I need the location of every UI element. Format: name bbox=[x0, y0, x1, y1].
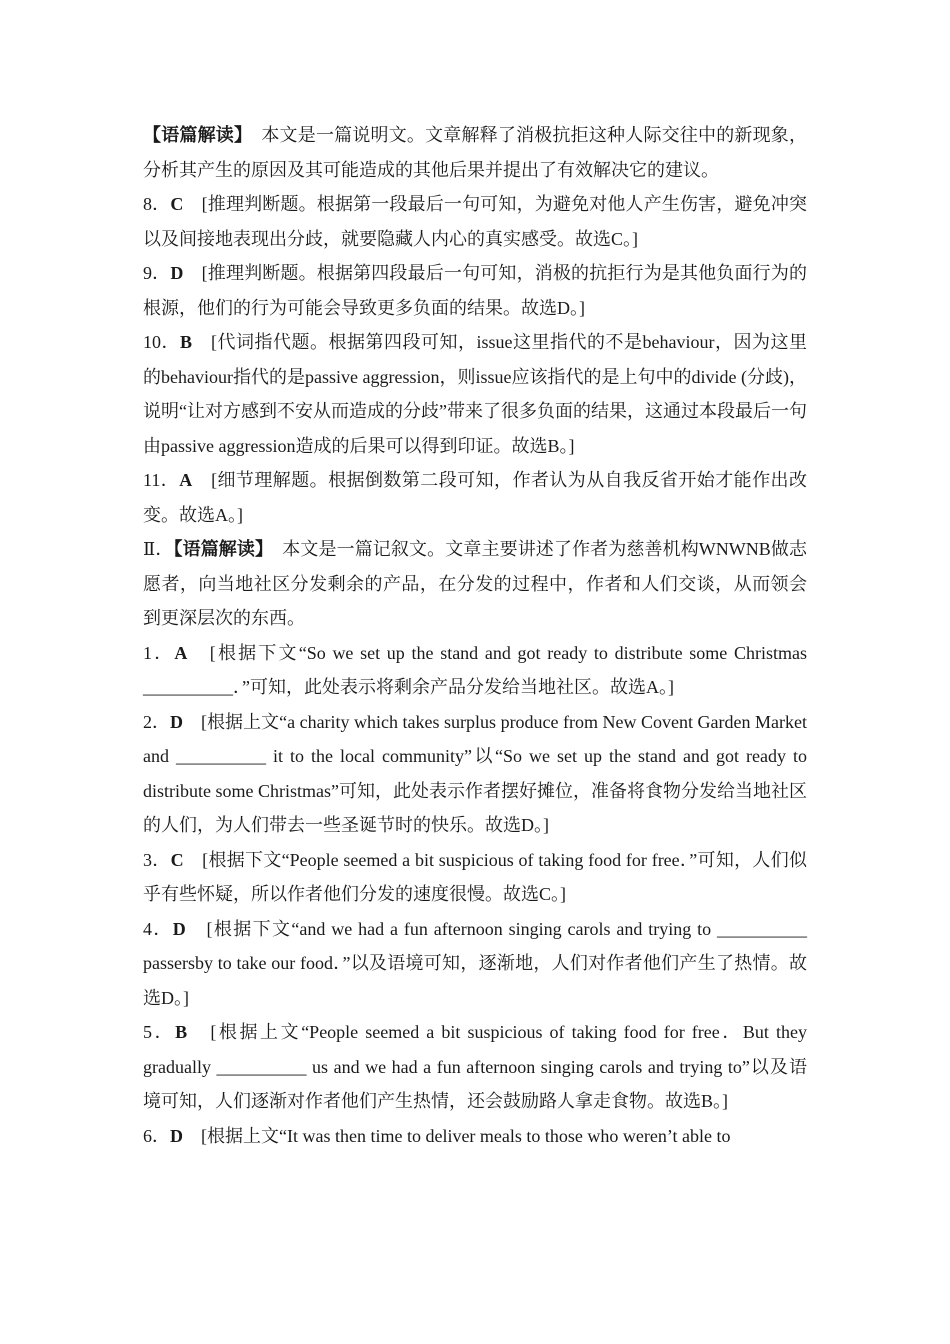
paragraph-text: [根据下文“So we set up the stand and got ready to distribute some Christmas __________．”可知，此处表示将剩余产品分发给当地社区。故选A。] bbox=[143, 642, 807, 697]
question-number: 2． bbox=[143, 711, 171, 732]
section-tag: 【语篇解读】 bbox=[173, 539, 265, 559]
question-number: 9． bbox=[143, 263, 171, 283]
question-number: 6． bbox=[143, 1125, 170, 1146]
paragraph-text: [代词指代题。根据第四段可知，issue这里指代的不是behaviour，因为这里的behaviour指代的是passive aggression，则issue应该指代的是上句中的divide (分歧)，说明“让对方感到不安从而造成的分歧”带来了很多负面的结果，这通过本段最后一句由passive aggression造成的后果可以得到印证。故选B。] bbox=[143, 332, 808, 456]
answer-explanation-9 bbox=[143, 256, 807, 325]
answer-letter: D bbox=[170, 1125, 183, 1146]
answer-explanation-4 bbox=[143, 912, 807, 1016]
answer-letter: B bbox=[180, 332, 193, 352]
answer-letter: D bbox=[170, 263, 184, 283]
paragraph-text: [根据上文“It was then time to deliver meals to those who weren’t able to bbox=[183, 1125, 731, 1146]
answer-explanation-8 bbox=[143, 187, 807, 256]
paragraph-text: 本文是一篇说明文。文章解释了消极抗拒这种人际交往中的新现象，分析其产生的原因及其可能造成的其他后果并提出了有效解决它的建议。 bbox=[143, 125, 808, 180]
question-number: 10． bbox=[143, 332, 181, 352]
answer-explanation-3 bbox=[143, 843, 807, 912]
question-number: 1． bbox=[143, 642, 175, 663]
section-number: Ⅱ． bbox=[143, 539, 174, 559]
question-number: 8． bbox=[143, 194, 171, 214]
paragraph-text: [根据下文“and we had a fun afternoon singing carols and trying to __________ passersby to take our food．”以及语境可知，逐渐地，人们对作者他们产生了热情。故选D。] bbox=[143, 918, 808, 1008]
paragraph-text: [推理判断题。根据第四段最后一句可知，消极的抗拒行为是其他负面行为的根源，他们的行为可能会导致更多负面的结果。故选D。] bbox=[143, 263, 807, 318]
answer-letter: A bbox=[174, 642, 188, 663]
paragraph-text: [根据上文“a charity which takes surplus produce from New Covent Garden Market and __________ it to the local community”以“So we set up the stand and got ready to distribute some Christmas”可知，此处表示作者摆好摊位，准备将食物分发给当地社区的人们，为人们带去一些圣诞节时的快乐。故选D。] bbox=[143, 711, 808, 835]
answer-explanation-11 bbox=[143, 463, 807, 532]
section-tag: 【语篇解读】 bbox=[143, 125, 244, 145]
question-number: 5． bbox=[143, 1022, 176, 1042]
reading-analysis-intro-1 bbox=[143, 118, 807, 187]
answer-explanation-10 bbox=[143, 325, 807, 463]
answer-explanation-5 bbox=[143, 1015, 807, 1119]
question-number: 4． bbox=[143, 918, 173, 939]
document-page bbox=[143, 118, 807, 1153]
answer-explanation-1 bbox=[143, 636, 807, 705]
answer-explanation-6 bbox=[143, 1119, 807, 1154]
question-number: 3． bbox=[143, 849, 171, 870]
paragraph-text: [细节理解题。根据倒数第二段可知，作者认为从自我反省开始才能作出改变。故选A。] bbox=[143, 470, 807, 525]
question-number: 11． bbox=[143, 470, 180, 490]
answer-letter: B bbox=[175, 1022, 188, 1042]
answer-letter: C bbox=[170, 849, 184, 870]
reading-analysis-intro-2 bbox=[143, 532, 807, 636]
answer-letter: C bbox=[170, 194, 184, 214]
paragraph-text: [推理判断题。根据第一段最后一句可知，为避免对他人产生伤害，避免冲突以及间接地表现出分歧，就要隐藏人内心的真实感受。故选C。] bbox=[143, 194, 807, 249]
answer-letter: D bbox=[170, 711, 184, 732]
paragraph-text: 本文是一篇记叙文。文章主要讲述了作者为慈善机构WNWNB做志愿者，向当地社区分发剩余的产品，在分发的过程中，作者和人们交谈，从而领会到更深层次的东西。 bbox=[143, 539, 808, 628]
paragraph-text: [根据下文“People seemed a bit suspicious of taking food for free．”可知，人们似乎有些怀疑，所以作者他们分发的速度很慢。故选C。] bbox=[143, 849, 807, 904]
answer-letter: A bbox=[179, 470, 193, 490]
answer-explanation-2 bbox=[143, 705, 807, 843]
paragraph-text: [根据上文“People seemed a bit suspicious of taking food for free．But they gradually __________ us and we had a fun afternoon singing carols and trying to”以及语境可知，人们逐渐对作者他们产生热情，还会鼓励路人拿走食物。故选B。] bbox=[143, 1022, 807, 1111]
answer-letter: D bbox=[172, 918, 186, 939]
